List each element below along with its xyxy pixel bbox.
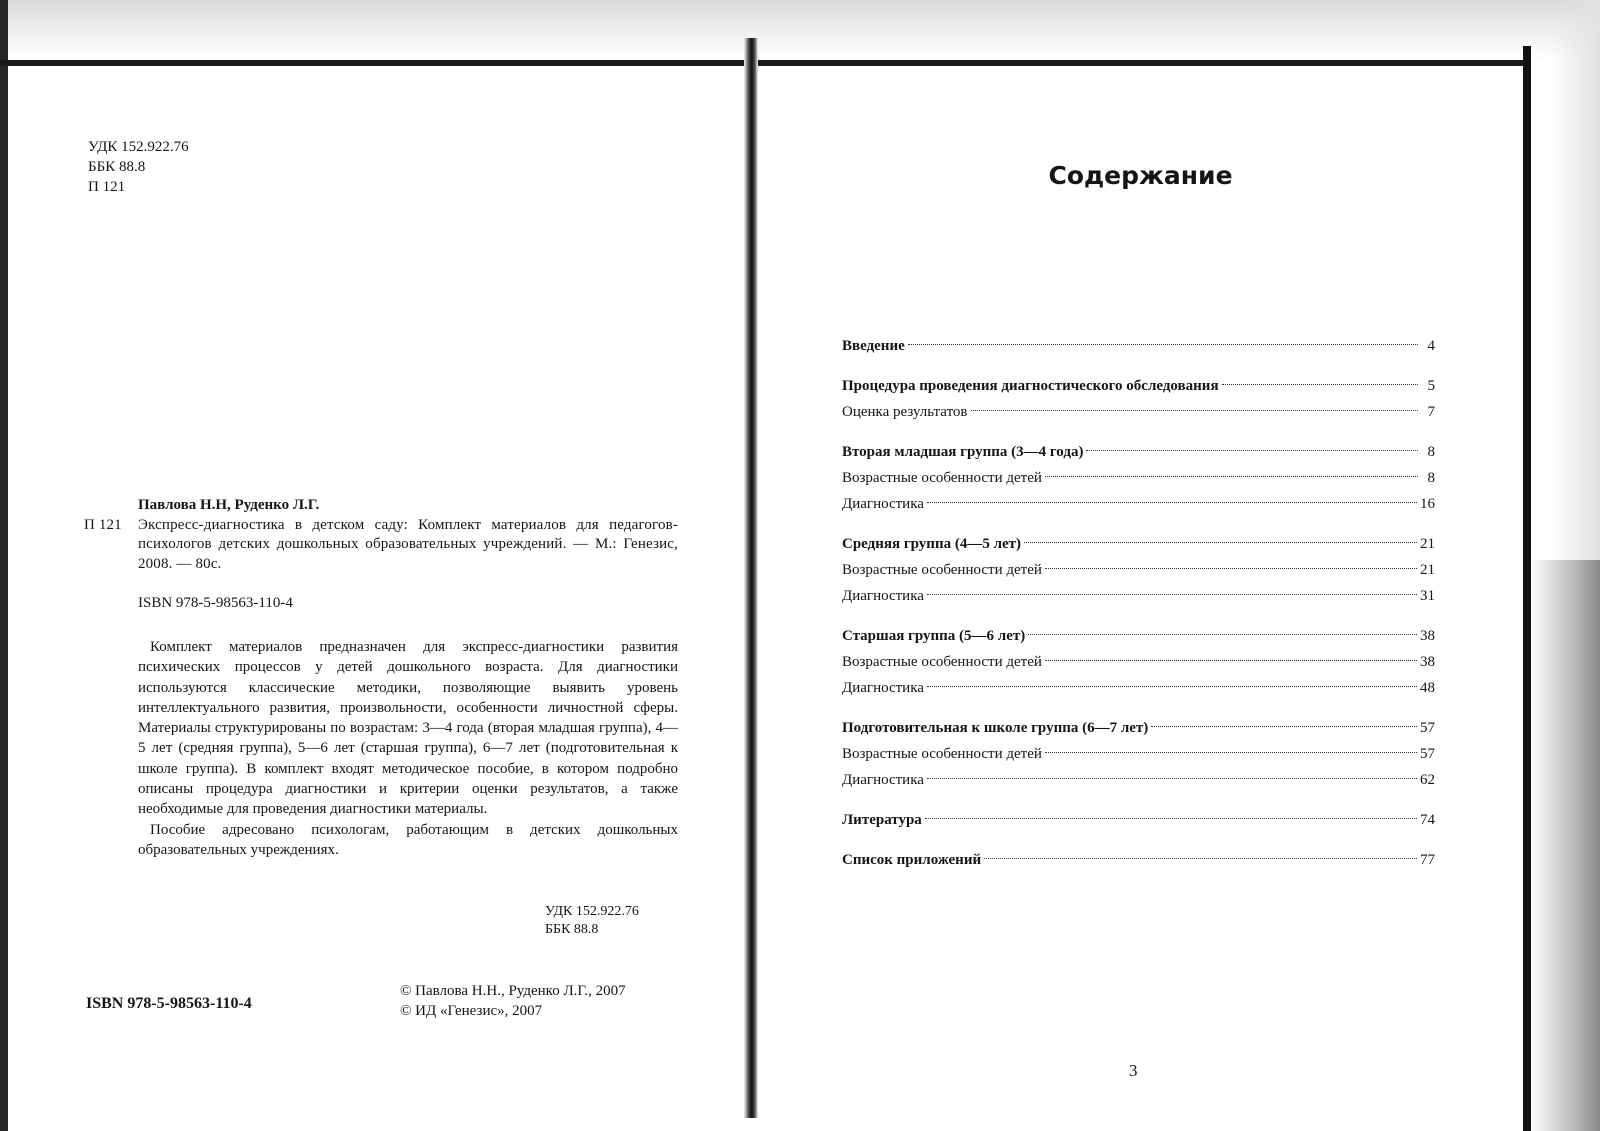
toc-entry [842,557,1435,583]
toc-entry-label: Возрастные особенности детей [842,470,1042,486]
toc-entry-page: 4 [1427,338,1435,354]
abstract [138,637,678,860]
toc-entry [842,531,1435,557]
catalog-code: П 121 [84,516,122,533]
toc-title: Содержание [1048,161,1233,190]
toc-group-spacer [842,793,1435,807]
toc-entry-label: Диагностика [842,588,924,604]
udk-footer [545,903,639,939]
toc-entry-page: 38 [1420,654,1435,670]
toc-entry [842,847,1435,873]
toc-leader-dots [1024,542,1417,543]
toc-leader-dots [1086,450,1418,451]
scan-right-edge-noise [1530,560,1600,1131]
bbk-line: ББК 88.8 [88,159,146,175]
toc-entry-page: 38 [1420,628,1435,644]
toc-group-spacer [842,517,1435,531]
toc-leader-dots [927,502,1417,503]
catalog-line: П 121 [88,179,126,195]
entry-text: Экспресс-диагностика в детском саду: Комплект материалов для педагогов-психологов детских дошкольных образовательных учреждений. — М.: Генезис, 2008. — 80с. [138,516,678,572]
toc-leader-dots [908,344,1418,345]
toc-entry-label: Процедура проведения диагностического обследования [842,378,1219,394]
toc-entry-page: 57 [1420,720,1435,736]
page-number: 3 [1129,1061,1138,1080]
book-spine [744,38,758,1118]
toc-entry-label: Введение [842,338,905,354]
toc-entry [842,715,1435,741]
toc-leader-dots [971,410,1418,411]
toc-entry-label: Диагностика [842,772,924,788]
toc-entry-label: Возрастные особенности детей [842,654,1042,670]
toc-leader-dots [1151,726,1417,727]
toc-entry-label: Оценка результатов [842,404,968,420]
toc-entry [842,373,1435,399]
toc-leader-dots [1045,660,1417,661]
toc-leader-dots [927,686,1417,687]
udk-line: УДК 152.922.76 [88,139,189,155]
toc-entry [842,623,1435,649]
toc-entry [842,807,1435,833]
toc-entry-page: 8 [1427,444,1435,460]
toc-group-spacer [842,833,1435,847]
toc-entry-label: Возрастные особенности детей [842,746,1042,762]
toc-entry-label: Старшая группа (5—6 лет) [842,628,1026,644]
toc-entry-label: Диагностика [842,680,924,696]
bibliographic-record [84,496,678,614]
isbn-line: ISBN 978-5-98563-110-4 [138,595,293,611]
toc-leader-dots [927,594,1417,595]
toc-entry [842,741,1435,767]
toc-leader-dots [1045,568,1417,569]
isbn-bold: ISBN 978-5-98563-110-4 [86,995,252,1012]
toc-entry-page: 57 [1420,746,1435,762]
toc-entry-page: 77 [1420,852,1435,868]
toc-leader-dots [984,858,1417,859]
toc-group-spacer [842,609,1435,623]
udk-header [88,137,189,197]
toc-entry [842,333,1435,359]
toc-entry-page: 7 [1427,404,1435,420]
toc-entry-page: 21 [1420,562,1435,578]
toc-entry-label: Возрастные особенности детей [842,562,1042,578]
udk-footer-line: УДК 152.922.76 [545,904,639,919]
toc-entry [842,583,1435,609]
toc-entry [842,649,1435,675]
toc-entry-label: Вторая младшая группа (3—4 года) [842,444,1084,460]
toc-leader-dots [925,818,1417,819]
bbk-footer-line: ББК 88.8 [545,922,599,937]
toc-entry-label: Диагностика [842,496,924,512]
toc-leader-dots [1045,752,1417,753]
catalog-entry [84,516,678,575]
toc-entry [842,767,1435,793]
toc-entry-label: Средняя группа (4—5 лет) [842,536,1022,552]
toc-entry-page: 8 [1427,470,1435,486]
toc-entry-page: 5 [1427,378,1435,394]
toc-entry-page: 62 [1420,772,1435,788]
toc-leader-dots [927,778,1417,779]
right-page-edge [1523,46,1531,1131]
toc-entry-page: 16 [1420,496,1435,512]
toc-entry-label: Подготовительная к школе группа (6—7 лет) [842,720,1149,736]
table-of-contents [842,333,1435,873]
authors: Павлова Н.Н, Руденко Л.Г. [138,497,320,513]
abstract-paragraph: Пособие адресовано психологам, работающим в детских дошкольных образовательных учреждениях. [138,821,678,858]
toc-group-spacer [842,701,1435,715]
toc-entry-page: 74 [1420,812,1435,828]
toc-entry [842,439,1435,465]
toc-entry [842,465,1435,491]
toc-entry [842,675,1435,701]
toc-entry-label: Литература [842,812,922,828]
right-page [758,0,1523,1131]
toc-leader-dots [1045,476,1418,477]
toc-entry-page: 31 [1420,588,1435,604]
toc-leader-dots [1222,384,1418,385]
copyright-line: © ИД «Генезис», 2007 [400,1003,543,1019]
toc-entry [842,399,1435,425]
toc-group-spacer [842,425,1435,439]
toc-entry [842,491,1435,517]
toc-leader-dots [1028,634,1417,635]
toc-group-spacer [842,359,1435,373]
copyright-line: © Павлова Н.Н., Руденко Л.Г., 2007 [400,983,626,999]
abstract-paragraph: Комплект материалов предназначен для экспресс-диагностики развития психических процессов у детей дошкольного возраста. Для диагностики используются классические методики, позволяющие выявить уровень интеллектуального развития, произвольности, особенности личностной сферы. Материалы структурированы по возрастам: 3—4 года (вторая младшая группа), 4—5 лет (средняя группа), 5—6 лет (старшая группа), 6—7 лет (подготовительная к школе группа). В комплект входят методическое пособие, в котором подробно описаны процедура диагностики и критерии оценки результатов, а также необходимые для проведения диагностики материалы. [138,639,678,818]
toc-entry-page: 21 [1420,536,1435,552]
left-page [0,0,744,1131]
copyright-block [400,981,626,1021]
scan-right-edge-light [1550,0,1600,560]
toc-entry-label: Список приложений [842,852,982,868]
toc-entry-page: 48 [1420,680,1435,696]
